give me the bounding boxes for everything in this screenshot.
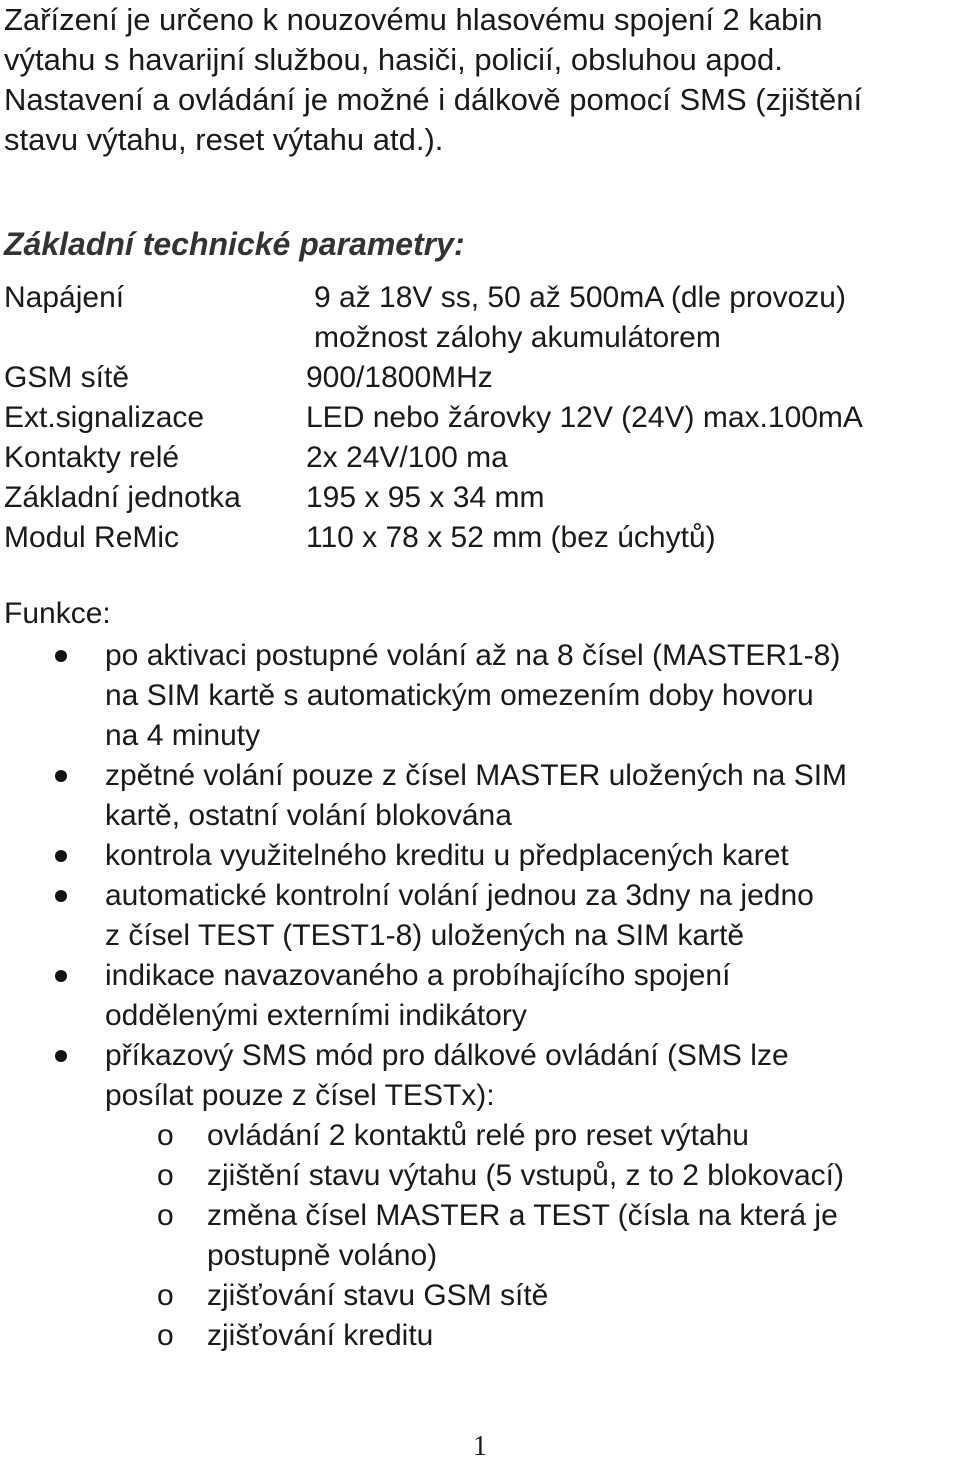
spec-label: Kontakty relé <box>4 441 180 474</box>
sub-feature-line: zjišťování stavu GSM sítě <box>207 1279 549 1312</box>
feature-line: oddělenými externími indikátory <box>105 999 527 1032</box>
feature-item <box>0 1036 960 1356</box>
sub-feature-line: ovládání 2 kontaktů relé pro reset výtahu <box>207 1119 749 1152</box>
sub-bullet-marker: o <box>157 1159 174 1192</box>
intro-line: stavu výtahu, reset výtahu atd.). <box>4 122 444 157</box>
spec-row <box>4 358 954 398</box>
intro-line: Nastavení a ovládání je možné i dálkově pomocí SMS (zjištění <box>4 82 863 117</box>
feature-line: po aktivaci postupné volání až na 8 čísel (MASTER1-8) <box>105 639 841 672</box>
sub-bullet-marker: o <box>157 1199 174 1232</box>
feature-line: automatické kontrolní volání jednou za 3dny na jedno <box>105 879 814 912</box>
spec-value-line: 900/1800MHz <box>306 361 493 394</box>
spec-label: Ext.signalizace <box>4 401 205 434</box>
sub-feature-line: zjištění stavu výtahu (5 vstupů, z to 2 blokovací) <box>207 1159 844 1192</box>
feature-line: zpětné volání pouze z čísel MASTER uložených na SIM <box>105 759 848 792</box>
feature-line: příkazový SMS mód pro dálkové ovládání (SMS lze <box>105 1039 789 1072</box>
sub-feature-line: zjišťování kreditu <box>207 1319 434 1352</box>
sub-feature-item <box>0 1316 960 1356</box>
feature-line: posílat pouze z čísel TESTx): <box>105 1079 495 1112</box>
sub-feature-list <box>105 1116 960 1356</box>
spec-row <box>4 518 954 558</box>
spec-row <box>4 438 954 478</box>
spec-value-line: 2x 24V/100 ma <box>306 441 508 474</box>
sub-feature-item <box>0 1156 960 1196</box>
spec-value-line: možnost zálohy akumulátorem <box>314 321 721 354</box>
section-heading: Základní technické parametry: <box>4 226 465 262</box>
spec-value <box>306 518 716 558</box>
spec-table <box>4 278 954 558</box>
spec-row <box>4 478 954 518</box>
spec-label: Modul ReMic <box>4 521 180 554</box>
intro-line: výtahu s havarijní službou, hasiči, policií, obsluhou apod. <box>4 42 783 77</box>
bullet-icon <box>55 890 67 902</box>
funkce-label: Funkce: <box>4 597 111 630</box>
feature-list <box>0 636 960 1356</box>
sub-feature-item <box>0 1116 960 1156</box>
page-number: 1 <box>473 1431 487 1462</box>
spec-value <box>306 398 863 438</box>
sub-feature-line: postupně voláno) <box>207 1239 438 1272</box>
spec-label: Základní jednotka <box>4 481 241 514</box>
spec-label: GSM sítě <box>4 361 130 394</box>
spec-label: Napájení <box>4 281 125 314</box>
spec-value <box>306 438 508 478</box>
sub-bullet-marker: o <box>157 1119 174 1152</box>
feature-line: indikace navazovaného a probíhajícího spojení <box>105 959 731 992</box>
feature-item <box>0 876 960 956</box>
spec-row <box>4 278 954 358</box>
spec-value-line: 9 až 18V ss, 50 až 500mA (dle provozu) <box>314 281 846 314</box>
spec-value-line: 110 x 78 x 52 mm (bez úchytů) <box>306 521 716 554</box>
bullet-icon <box>55 650 67 662</box>
intro-paragraph <box>4 0 956 160</box>
feature-item <box>0 756 960 836</box>
bullet-icon <box>55 1050 67 1062</box>
feature-item <box>0 636 960 756</box>
sub-bullet-marker: o <box>157 1319 174 1352</box>
feature-line: kartě, ostatní volání blokována <box>105 799 512 832</box>
feature-line: kontrola využitelného kreditu u předplacených karet <box>105 839 789 872</box>
feature-item <box>0 956 960 1036</box>
feature-line: z čísel TEST (TEST1-8) uložených na SIM kartě <box>105 919 745 952</box>
sub-feature-line: změna čísel MASTER a TEST (čísla na která je <box>207 1199 838 1232</box>
bullet-icon <box>55 850 67 862</box>
bullet-icon <box>55 970 67 982</box>
spec-value <box>306 278 846 358</box>
spec-value <box>306 478 544 518</box>
intro-line: Zařízení je určeno k nouzovému hlasovému spojení 2 kabin <box>4 2 823 37</box>
spec-value <box>306 358 493 398</box>
spec-value-line: LED nebo žárovky 12V (24V) max.100mA <box>306 401 863 434</box>
sub-feature-item <box>0 1276 960 1316</box>
spec-row <box>4 398 954 438</box>
sub-bullet-marker: o <box>157 1279 174 1312</box>
feature-line: na 4 minuty <box>105 719 261 752</box>
spec-value-line: 195 x 95 x 34 mm <box>306 481 545 514</box>
feature-item <box>0 836 960 876</box>
bullet-icon <box>55 770 67 782</box>
feature-line: na SIM kartě s automatickým omezením doby hovoru <box>105 679 814 712</box>
sub-feature-item <box>0 1196 960 1276</box>
